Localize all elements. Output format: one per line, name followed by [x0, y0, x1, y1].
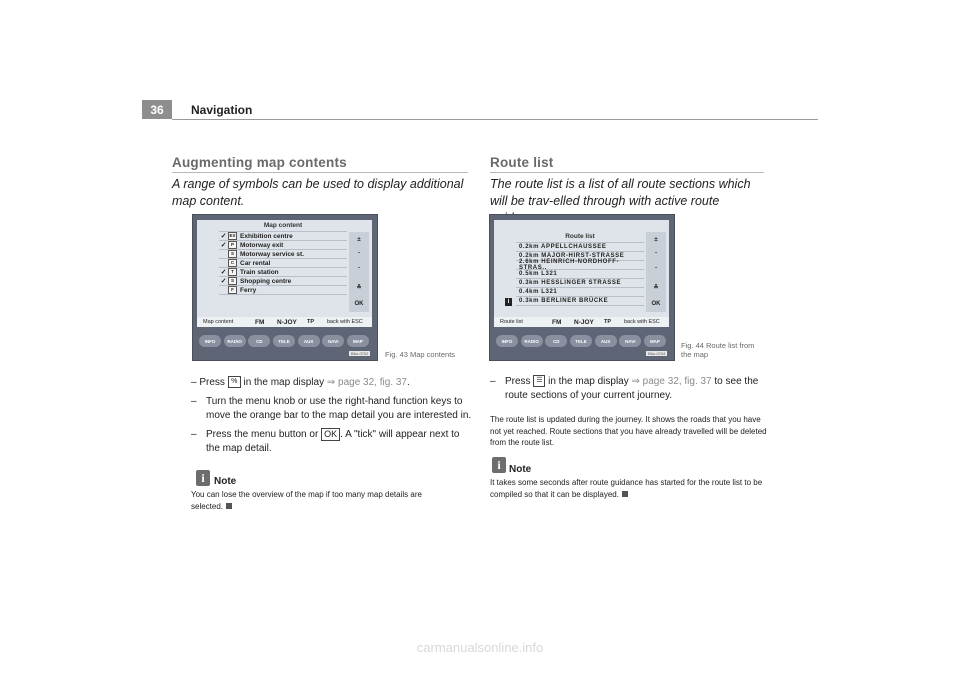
- menu-item-train-station[interactable]: [219, 268, 347, 277]
- radio-button[interactable]: RADIO: [224, 335, 246, 347]
- map-content-key-icon: %: [228, 376, 241, 388]
- status-tp: TP: [307, 319, 315, 325]
- parking-icon: P: [228, 241, 237, 249]
- hard-button-bar: [496, 335, 666, 347]
- side-function-keys: [349, 232, 369, 312]
- route-row[interactable]: 0.3km HESSLINGER STRASSE: [516, 279, 644, 288]
- aux-button[interactable]: AUX: [595, 335, 617, 347]
- status-tp: TP: [604, 319, 612, 325]
- status-band: FM: [552, 318, 562, 326]
- section-title-route-list: Route list: [490, 155, 554, 170]
- step-text: Turn the menu knob or use the right-hand function keys to move the orange bar to the map detail you are interested in.: [206, 396, 472, 421]
- menu-item-ferry[interactable]: [219, 286, 347, 295]
- step-2: – Turn the menu knob or use the right-hand function keys to move the orange bar to the map detail you are interested in.: [191, 395, 476, 423]
- status-bar: [197, 317, 372, 327]
- menu-title: Map content: [263, 222, 303, 229]
- step-3: – Press the menu button or OK . A "tick" will appear next to the map detail.: [191, 429, 460, 454]
- chapter-title: Navigation: [191, 103, 253, 117]
- up-key[interactable]: ˆ: [358, 252, 360, 259]
- end-mark: [622, 491, 628, 497]
- menu-title: Route list: [565, 233, 595, 240]
- ok-key[interactable]: OK: [651, 301, 661, 308]
- route-row[interactable]: 0.2km APPELLCHAUSSEE: [516, 243, 644, 252]
- device-screen: [494, 220, 669, 325]
- note-icon: i: [196, 470, 210, 486]
- menu-item-label: Car rental: [240, 259, 271, 267]
- step-text: to see the route sections of your current journey.: [505, 376, 759, 401]
- info-button[interactable]: INFO: [496, 335, 518, 347]
- menu-item-label: Motorway exit: [240, 241, 284, 249]
- menu-item-label: Shopping centre: [240, 277, 292, 285]
- down-key[interactable]: ˇ: [655, 268, 657, 275]
- note-heading: Note: [214, 476, 237, 487]
- side-function-keys: [646, 232, 666, 312]
- note-icon: i: [492, 457, 506, 473]
- check-icon: ✓: [220, 269, 227, 276]
- hard-button-bar: [199, 335, 369, 347]
- status-mode: Route list: [500, 319, 523, 325]
- route-row[interactable]: 0.2km MAJOR-HIRST-STRASSE: [516, 252, 644, 261]
- check-icon: ✓: [220, 233, 227, 240]
- watermark: carmanualsonline.info: [416, 640, 544, 655]
- status-station: N-JOY: [574, 318, 594, 326]
- route-row[interactable]: 0.4km L321: [516, 288, 644, 297]
- step-text: in the map display: [243, 377, 325, 388]
- ferry-icon: F: [228, 286, 237, 294]
- page-number: 36: [142, 100, 172, 119]
- section-intro: A range of symbols can be used to display additional map content.: [172, 177, 464, 208]
- route-row[interactable]: 0.3km BERLINER BRÜCKE: [516, 297, 644, 306]
- page-reference[interactable]: ⇒ page 32, fig. 37: [326, 377, 407, 388]
- route-row[interactable]: 0.5km L321: [516, 270, 644, 279]
- menu-list: [219, 231, 347, 295]
- header-rule: [172, 119, 818, 120]
- route-list: [516, 242, 644, 306]
- menu-item-car-rental[interactable]: [219, 259, 347, 268]
- menu-item-label: Motorway service st.: [240, 250, 304, 258]
- step-text: . A "tick" will appear next to the map detail.: [206, 429, 460, 454]
- caption-line: Fig. 44 Route list from: [681, 341, 755, 350]
- page-down-key[interactable]: ≚: [653, 285, 659, 292]
- section-title-map-contents: Augmenting map contents: [172, 155, 347, 170]
- menu-item-exhibition[interactable]: [219, 232, 347, 241]
- menu-item-label: Exhibition centre: [240, 232, 293, 240]
- menu-item-service-station[interactable]: [219, 250, 347, 259]
- navi-button[interactable]: NAVI: [619, 335, 641, 347]
- menu-item-label: Train station: [240, 268, 279, 276]
- section-intro: The route list is a list of all route sections which will be trav-elled through with active route: [490, 177, 751, 208]
- figure-caption: Fig. 43 Map contents: [385, 350, 456, 359]
- status-band: FM: [255, 318, 265, 326]
- route-list-device: [489, 214, 675, 361]
- plus-minus-key[interactable]: ±: [654, 236, 658, 243]
- step-text: Press the menu button or: [206, 429, 319, 440]
- tele-button[interactable]: TELE: [273, 335, 295, 347]
- step-text: Press: [199, 377, 225, 388]
- check-icon: ✓: [220, 278, 227, 285]
- down-key[interactable]: ˇ: [358, 268, 360, 275]
- note-text: You can lose the overview of the map if too many map details are selected.: [191, 490, 422, 511]
- menu-item-shopping[interactable]: [219, 277, 347, 286]
- status-back: back with ESC: [327, 319, 363, 325]
- step-text: in the map display: [548, 376, 629, 387]
- car-icon: C: [228, 259, 237, 267]
- device-screen: [197, 220, 372, 325]
- info-button[interactable]: INFO: [199, 335, 221, 347]
- status-back: back with ESC: [624, 319, 660, 325]
- plus-minus-key[interactable]: ±: [357, 236, 361, 243]
- map-content-device: [192, 214, 378, 361]
- figure-caption: [681, 341, 754, 359]
- shopping-icon: S: [228, 277, 237, 285]
- service-icon: S: [228, 250, 237, 258]
- menu-item-label: Ferry: [240, 286, 257, 294]
- step-text: Press: [505, 376, 531, 387]
- list-key-icon: ☰: [533, 375, 545, 387]
- up-key[interactable]: ˆ: [655, 252, 657, 259]
- note-text: It takes some seconds after route guidance has started for the route list to be compiled so that it can be displayed.: [490, 478, 763, 499]
- figure-code: B6u-0702: [351, 351, 369, 356]
- page-down-key[interactable]: ≚: [356, 285, 362, 292]
- step-end: .: [406, 377, 410, 388]
- exhibition-icon: EX: [229, 233, 236, 238]
- menu-item-motorway-exit[interactable]: [219, 241, 347, 250]
- ok-key[interactable]: OK: [354, 301, 364, 308]
- train-icon: T: [228, 268, 237, 276]
- route-list-paragraph: The route list is updated during the journey. It shows the roads that you have not yet reached. Route sections that you have already travelled will be deleted from the route list.: [490, 415, 767, 447]
- caption-line: the map: [681, 350, 709, 359]
- step-1: – Press % in the map display ⇒ page 32, fig. 37.: [191, 377, 410, 388]
- map-button[interactable]: MAP: [644, 335, 666, 347]
- aux-button[interactable]: AUX: [298, 335, 320, 347]
- info-icon[interactable]: i: [505, 298, 512, 306]
- step-route-list: – Press ☰ in the map display ⇒ page 32, fig. 37 to see the route sections of your current journey.: [490, 376, 759, 401]
- map-button[interactable]: MAP: [347, 335, 369, 347]
- status-bar: [494, 317, 669, 327]
- radio-button[interactable]: RADIO: [521, 335, 543, 347]
- check-icon: ✓: [220, 242, 227, 249]
- status-station: N-JOY: [277, 318, 297, 326]
- navi-button[interactable]: NAVI: [322, 335, 344, 347]
- route-row[interactable]: 2.6km HEINRICH-NORDHOFF-STRAS..: [516, 261, 644, 270]
- note-heading: Note: [509, 464, 532, 475]
- section-rule: [490, 172, 764, 173]
- end-mark: [226, 503, 232, 509]
- page-reference[interactable]: ⇒ page 32, fig. 37: [631, 376, 712, 387]
- status-mode: Map content: [203, 319, 234, 325]
- figure-code: B6u-0704: [648, 351, 666, 356]
- cd-button[interactable]: CD: [545, 335, 567, 347]
- cd-button[interactable]: CD: [248, 335, 270, 347]
- ok-key-box: OK: [321, 428, 340, 441]
- tele-button[interactable]: TELE: [570, 335, 592, 347]
- section-rule: [172, 172, 468, 173]
